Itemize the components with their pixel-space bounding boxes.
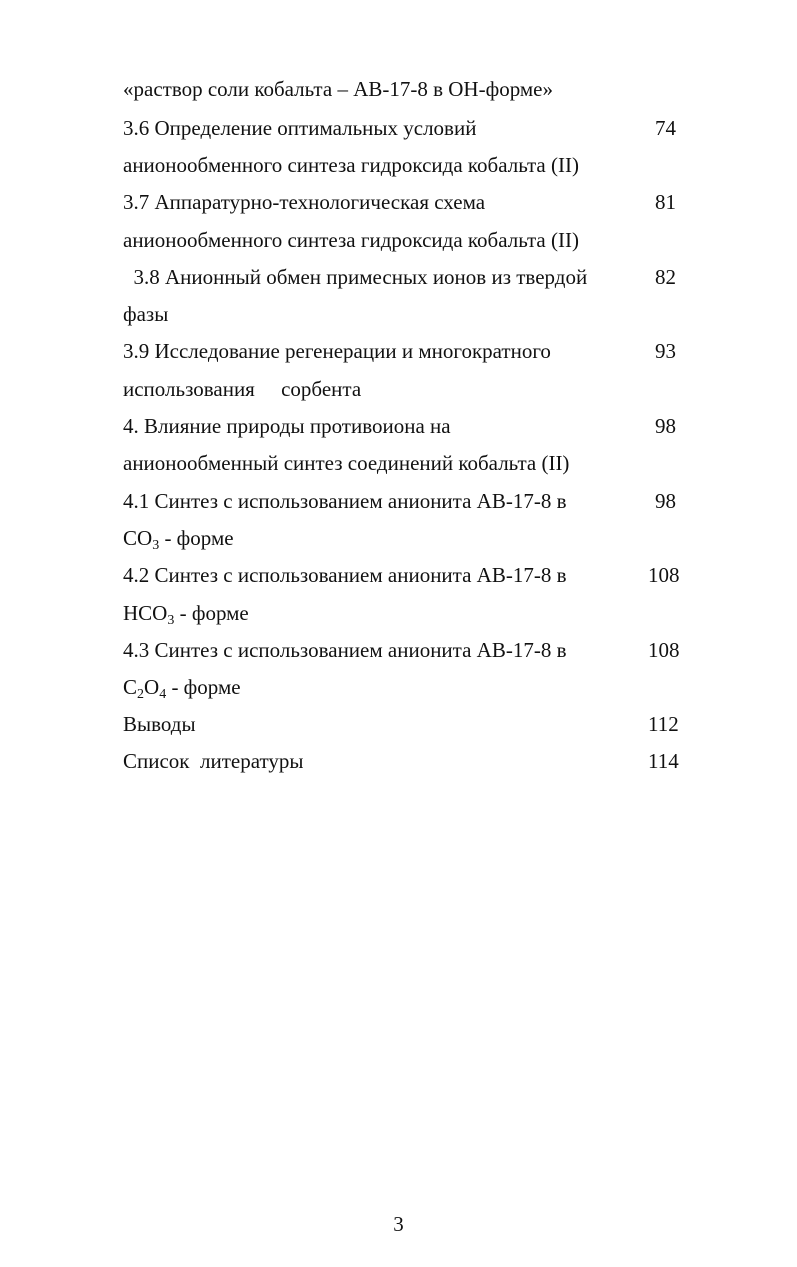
page-number: 3: [393, 1212, 404, 1236]
toc-entry-4-page: 98: [655, 414, 676, 438]
toc-entry-3-7-title-cont: анионообменного синтеза гидроксида кобальта (II): [123, 228, 579, 252]
toc-entry-references-title: Список литературы: [123, 749, 304, 773]
toc-entry-4-3-page: 108: [648, 638, 680, 662]
formula-hco3: HCO: [123, 601, 168, 625]
toc-entry-3-7-title: 3.7 Аппаратурно-технологическая схема: [123, 190, 486, 214]
toc-entry-4-3-title-cont: [123, 675, 241, 702]
formula-subscript: 4: [159, 687, 167, 702]
formula-subscript: 2: [137, 687, 145, 702]
formula-c2o4-c: C: [123, 675, 138, 699]
toc-entry-3-9-title-cont: использования сорбента: [123, 377, 362, 401]
toc-entry-4-title-cont: анионообменный синтез соединений кобальта (II): [123, 451, 570, 475]
toc-entry-conclusions-title: Выводы: [123, 712, 196, 736]
toc-entry-3-8-page: 82: [655, 265, 676, 289]
toc-continuation-line: «раствор соли кобальта – АВ-17-8 в ОН-форме»: [123, 77, 553, 101]
toc-entry-references-page: 114: [648, 749, 679, 773]
toc-entry-4-1-page: 98: [655, 489, 676, 513]
toc-entry-3-6-title: 3.6 Определение оптимальных условий: [123, 116, 477, 140]
form-suffix: - форме: [174, 601, 249, 625]
toc-entry-4-1-title: 4.1 Синтез с использованием анионита АВ-17-8 в: [123, 489, 567, 513]
toc-entry-3-8-title-cont: фазы: [123, 302, 169, 326]
toc-entry-4-2-page: 108: [648, 563, 680, 587]
formula-co3: CO: [123, 526, 153, 550]
toc-entry-4-1-title-cont: [123, 526, 234, 553]
form-suffix: - форме: [166, 675, 241, 699]
toc-entry-3-8-title: 3.8 Анионный обмен примесных ионов из твердой: [123, 265, 588, 289]
formula-c2o4-o: O: [144, 675, 160, 699]
formula-subscript: 3: [167, 613, 175, 628]
toc-entry-3-6-page: 74: [655, 116, 676, 140]
toc-entry-3-6-title-cont: анионообменного синтеза гидроксида кобальта (II): [123, 153, 579, 177]
form-suffix: - форме: [159, 526, 234, 550]
toc-entry-3-9-page: 93: [655, 339, 676, 363]
toc-entry-3-7-page: 81: [655, 190, 676, 214]
formula-subscript: 3: [152, 538, 160, 553]
toc-entry-4-2-title-cont: [123, 601, 249, 628]
toc-entry-3-9-title: 3.9 Исследование регенерации и многократного: [123, 339, 551, 363]
toc-entry-4-title: 4. Влияние природы противоиона на: [123, 414, 451, 438]
toc-entry-4-3-title: 4.3 Синтез с использованием анионита АВ-17-8 в: [123, 638, 567, 662]
toc-entry-4-2-title: 4.2 Синтез с использованием анионита АВ-17-8 в: [123, 563, 567, 587]
toc-entry-conclusions-page: 112: [648, 712, 679, 736]
